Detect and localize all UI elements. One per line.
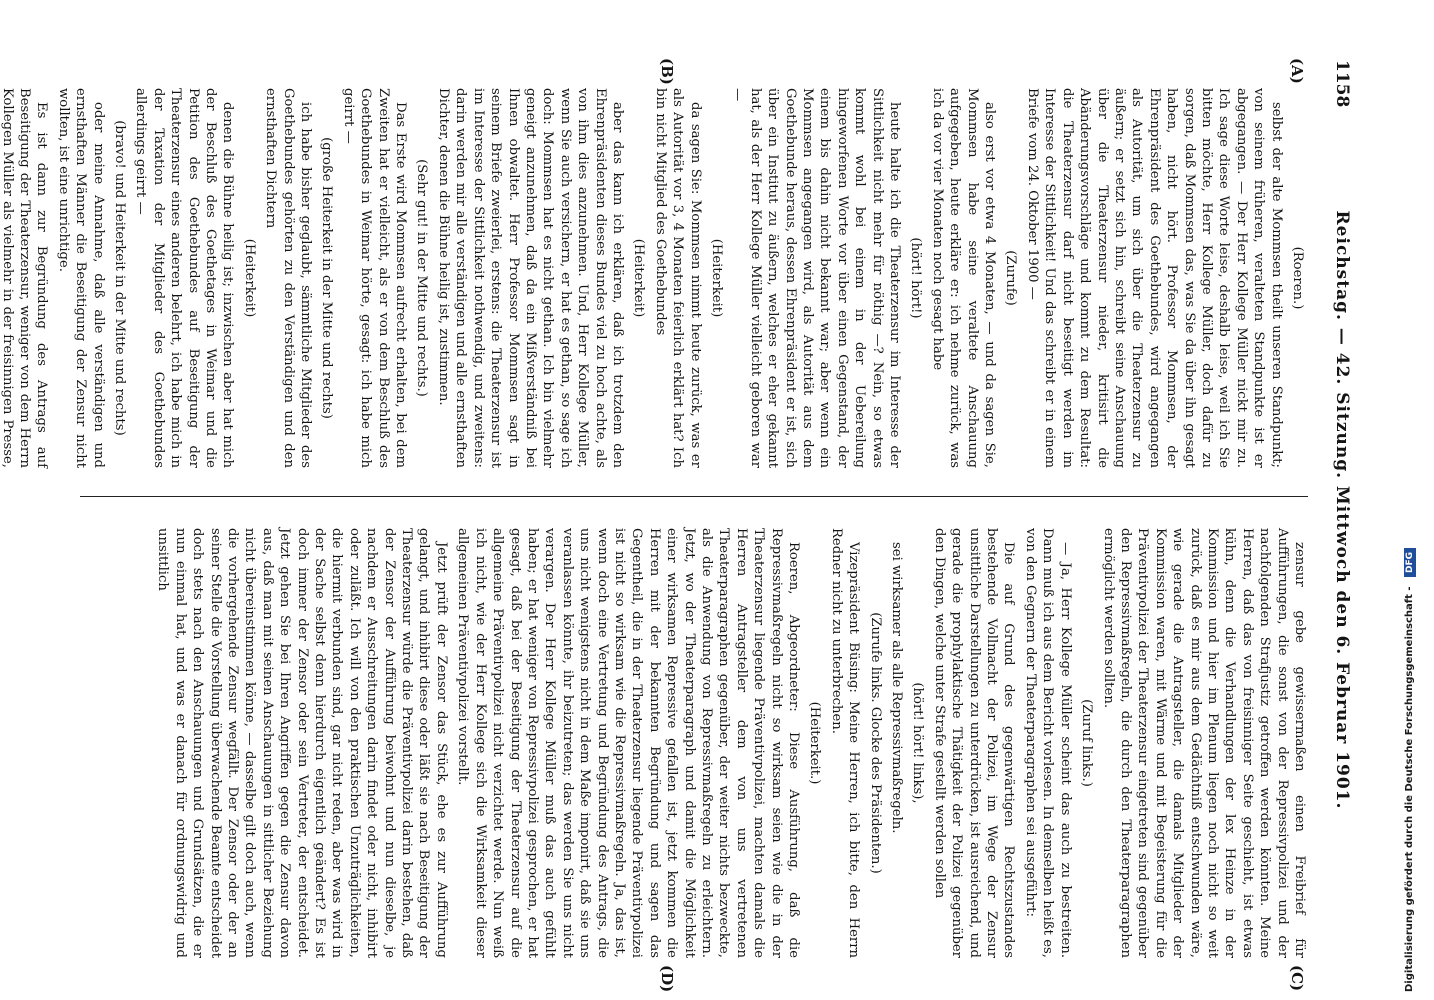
interjection: (Zuruf links.) — [1079, 699, 1095, 787]
paragraph: da sagen Sie: Mommsen nimmt heute zurück, was er als Autorität vor 3, 4 Monaten feierlich erklärt hat? Ich bin nicht Mitglied des Goethebundes — [652, 88, 703, 468]
interjection: (Heiterkeit) — [709, 238, 724, 318]
page-header — [1326, 60, 1356, 960]
interjection: (hört! hört!) — [908, 237, 924, 319]
interjection: (Zurufe) — [1003, 250, 1019, 306]
interjection: (Zurufe links. Glocke des Präsidenten.) — [867, 612, 883, 874]
interjection: (Heiterkeit.) — [807, 701, 823, 785]
margin-marker-a: (A) — [1288, 58, 1306, 84]
paragraph: also erst vor etwa 4 Monaten, — und da sagen Sie, Mommsen habe seine veraltete Anschauung aufgegeben, heute erkläre er: ich nehme zurück, was ich da vor vier Monaten noch gesagt habe — [929, 88, 998, 468]
paragraph: Vizepräsident Büsing: Meine Herren, ich bitte, den Herrn Redner nicht zu unterbrechen. — [828, 528, 862, 958]
margin-marker-b: (B) — [658, 58, 676, 85]
paragraph: sei wirksamer als alle Repressivmaßregeln. — [889, 542, 905, 834]
interjection: (Roeren.) — [1290, 246, 1305, 310]
paragraph: — Ja, Herr Kollege Müller scheint das auch zu bestreiten. Dann muß ich aus dem Bericht vorlesen. In demselben heißt es, von den Gegnern der Theaterparagraphen sei ausgeführt: — [1022, 528, 1073, 958]
interjection: (Sehr gut! in der Mitte und rechts.) — [414, 159, 430, 397]
interjection: (bravo! und Heiterkeit in der Mitte und rechts) — [112, 120, 127, 436]
digitization-notice-text: Digitalisierung gefördert durch die Deutsche Forschungsgemeinschaft - — [1404, 586, 1415, 992]
column-divider — [80, 496, 1308, 497]
paragraph: Die auf Grund des gegenwärtigen Rechtszustandes bestehende Vollmacht der Polizei, im Wege der Zensur unsittliche Darstellungen zu unterdrücken, ist ausreichend, und gerade die prophylaktische Thätigkeit der Polizei gegenüber den Dingen, welche unter Strafe gestellt werden sollen — [931, 528, 1017, 958]
paragraph: heute halte ich die Theaterzensur im Interesse der Sittlichkeit nicht mehr für nöthig —? Nein, so etwas kommt wohl bei einem in der Uebereilung hingeworfenen Worte vor über einen Gegenstand, der einem bis dahin nicht bekannt war; aber wenn ein Mommsen angegangen wird, als Autorität aus dem Goethebunde heraus, dessen Ehrenpräsident er ist, sich über ein Institut zu äußern, welches er eher gekannt hat, als der Herr Kollege Müller vielleicht geboren war — — [730, 88, 903, 468]
margin-marker-c: (C) — [1288, 965, 1306, 992]
paragraph: zensur gebe gewissermaßen einen Freibrief für Aufführungen, die sonst von der Repressivpolizei und der nachfolgenden Strafjustiz getroffen werden könnten. Meine Herren, daß das von freisinniger Seite geschieht, ist etwas kühn, denn die Verhandlungen der lex Heinze in der Kommission und hier im Plenum liegen noch nicht so weit zurück, daß es mir aus dem Gedächtniß entschwunden wäre, wie gerade die Antragsteller, die damals Mitglieder der Kommission waren, mit Wärme und mit Begeisterung für die Präventivpolizei der Theaterzensur eingetreten sind gegenüber den Repressivmaßregeln, die durch den Theaterparagraphen ermöglicht werden sollten. — [1100, 528, 1307, 958]
paragraph: selbst der alte Mommsen theilt unseren Standpunkt; von seinem früheren, veralteten Standpunkte ist er abgegangen. — Der Herr Kollege Müller nickt mir zu. Ich sage diese Worte leise, deshalb leise, weil ich Sie bitten möchte, Herr Kollege Müller, doch dafür zu sorgen, daß Mommsen das, was Sie da über ihn gesagt haben, nicht hört. Professor Mommsen, der Ehrenpräsident des Goethebundes, wird angegangen als Autorität, um sich über die Theaterzensur zu äußern; er setzt sich hin, schreibt seine Anschauung über die Theaterzensur nieder, kritisirt die Abänderungsvorschläge und kommt zu dem Resultat: die Theaterzensur darf nicht beseitigt werden im Interesse der Sittlichkeit! Und das schreibt er in einem Briefe vom 24. Oktober 1900 — — [1024, 88, 1284, 468]
interjection: (große Heiterkeit in der Mitte und rechts) — [319, 137, 335, 419]
paragraph: Es ist dann zur Begründung des Antrags auf Beseitigung der Theaterzensur, weniger von dem Herrn Kollegen Müller als vielmehr in der freisinnigen Presse, — [0, 88, 50, 468]
dfg-logo: DFG — [1404, 548, 1416, 577]
interjection: (hört! hört! links), — [910, 682, 926, 804]
paragraph: oder meine Annahme, daß alle verständigen und ernsthaften Männer die Beseitigung der Zensur nicht wollten, ist eine unrichtige. — [55, 88, 106, 468]
paragraph: Roeren, Abgeordneter: Diese Ausführung, daß die Repressivmaßregeln nicht so wirksam seien wie die in der Theaterzensur liegende Präventivpolizei, machten damals die Herren Antragsteller dem von uns vertretenen Theaterparagraphen gegenüber, der weiter nichts bezweckte, als die Anwendung von Repressivmaßregeln zu erleichtern. Jetzt, wo der Theaterparagraph und damit die Möglichkeit einer wirksamen Repressive gefallen ist, jetzt kommen die Herren mit der bekannten Begründung und sagen das Gegentheil, die in der Theaterzensur liegende Präventivpolizei ist nicht so wirksam wie die Repressivmaßregeln. Ja, das ist, wenn doch eine Vertretung und Begründung des Antrags, die uns nicht wenigstens nicht in dem Maße imponirt, daß sie uns veranlassen könnte, ihr beizutreten; das werden Sie uns nicht verargen. Der Herr Kollege Müller muß das auch gefühlt haben; er hat weniger von Repressivpolizei gesprochen, er hat gesagt, daß bei der Beseitigung der Theaterzensur auf die allgemeine Präventivpolizei nicht verzichtet werde. Nun weiß ich nicht, wie der Herr Kollege sich die Wirksamkeit dieser allgemeinen Präventivpolizei vorstellt. — [455, 528, 802, 958]
margin-marker-d: (D) — [658, 965, 676, 993]
left-text-column — [0, 88, 1308, 468]
interjection: (Heiterkeit) — [631, 238, 647, 318]
digitization-notice — [1404, 2, 1426, 992]
right-text-column — [90, 528, 1308, 958]
page-title: Reichstag. — 42. Sitzung. Mittwoch den 6. Februar 1901. — [1332, 210, 1352, 810]
paragraph: denen die Bühne heilig ist; inzwischen aber hat mich der Beschluß des Goethetages in Weimar und die Petition des Goethebundes auf Beseitigung der Theaterzensur eines anderen belehrt, ich habe mich in der Taxation der Mitglieder des Goethebundes allerdings geirrt — — [133, 88, 236, 468]
paragraph: aber das kann ich erklären, daß ich trotzdem den Ehrenpräsidenten dieses Bundes viel zu hoch achte, als von ihm dies anzunehmen. Und, Herr Kollege Müller, wenn Sie auch versichern, er hat es gethan, so sage ich doch: Mommsen hat es nicht gethan. Ich bin vielmehr geneigt anzunehmen, daß da ein Mißverständniß bei Ihnen obwaltet. Herr Professor Mommsen sagt in seinem Briefe zweierlei, erstens: die Theaterzensur ist im Interesse der Sittlichkeit nothwendig, und zweitens: darin werden mir alle verständigen und alle ernsthaften Dichter, denen die Bühne heilig ist, zustimmen. — [435, 88, 625, 468]
paragraph: Das Erste wird Mommsen aufrecht erhalten, bei dem Zweiten hat er vielleicht, als er von dem Beschluß des Goethebundes in Weimar hörte, gesagt: ich habe mich geirrt — — [340, 88, 409, 468]
page-number: 1158 — [1332, 60, 1352, 108]
paragraph: Jetzt prüft der Zensor das Stück, ehe es zur Aufführung gelangt, und inhibirt diese oder läßt sie nach Beseitigung der Theaterzensur würde die Präventivpolizei darin bestehen, daß der Zensor der Aufführung beiwohnt und nun dieselbe, je nachdem er Ausschreitungen darin findet oder nicht, inhibirt oder zuläßt. Ich will von den praktischen Unzuträglichkeiten, die hiermit verbunden sind, gar nicht reden, aber was wird in der Sache selbst denn hierdurch eigentlich geändert? Es ist doch immer der Zensor oder sein Vertreter, der entscheidet. Jetzt gehen Sie bei Ihren Angriffen gegen die Zensur davon aus, daß man mit seinen Anschauungen in sittlicher Beziehung nicht übereinstimmen könne, — dasselbe gilt doch auch, wenn die vorhergehende Zensur wegfällt. Der Zensor oder der an seiner Stelle die Vorstellung überwachende Beamte entscheidet doch stets nach den Anschauungen und Grundsätzen, die er nun einmal hat, und was er danach für ordnungswidrig und unsittlich — [155, 528, 449, 958]
paragraph: ich habe bisher geglaubt, sämmtliche Mitglieder des Goethebundes gehörten zu den Verständigen und den ernsthaften Dichtern — [263, 88, 314, 468]
interjection: (Heiterkeit) — [241, 238, 257, 318]
